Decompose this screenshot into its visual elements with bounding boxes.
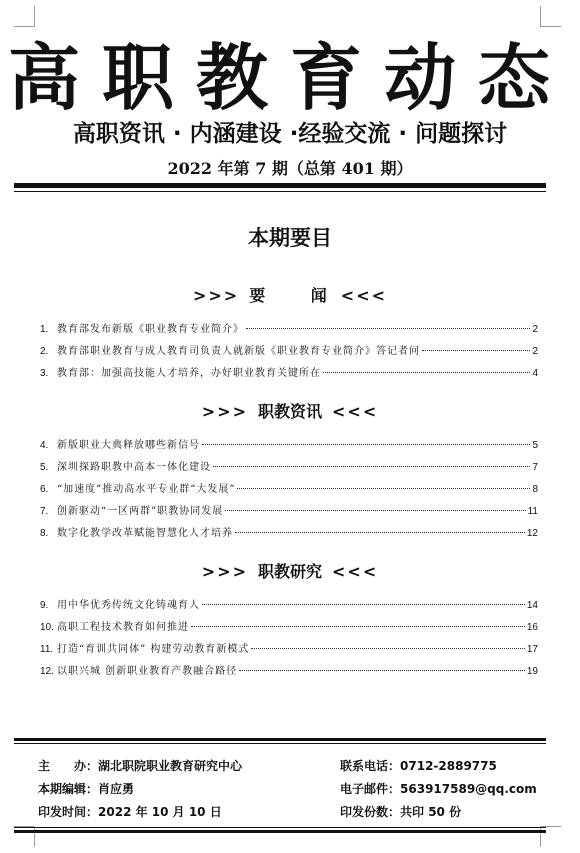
footer-rule-bottom-thin	[14, 827, 546, 828]
toc-item-title: 打造“育训共同体” 构建劳动教育新模式	[57, 644, 250, 655]
section-label: 职教研究	[257, 562, 322, 581]
toc-leader-dots	[202, 443, 530, 445]
header-rule-thick	[14, 183, 546, 188]
toc-item-title: 教育部发布新版《职业教育专业简介》	[57, 324, 244, 335]
toc-item-page: 19	[526, 666, 538, 677]
footer-date-label: 印发时间：	[38, 805, 99, 819]
footer-phone	[340, 757, 497, 775]
toc-leader-dots	[225, 509, 525, 511]
toc-leader-dots	[251, 647, 524, 649]
toc-item[interactable]	[40, 344, 538, 360]
toc-item[interactable]	[40, 526, 538, 542]
footer-copies-label: 印发份数：	[340, 805, 401, 819]
toc-item-number: 5.	[40, 462, 49, 473]
toc-item-page: 14	[526, 600, 538, 611]
footer-phone-value: 0712-2889775	[400, 759, 497, 773]
masthead-title: 高职教育动态	[7, 36, 572, 120]
section-arrows-left: >>>	[201, 402, 248, 421]
footer-sponsor-label: 主 办：	[38, 759, 99, 773]
toc-section-heading	[0, 560, 580, 584]
toc-item-number: 3.	[40, 368, 49, 379]
toc-item-title: 用中华优秀传统文化铸魂育人	[57, 600, 200, 611]
toc-item-page: 11	[527, 506, 538, 517]
crop-mark-top-left	[14, 6, 35, 27]
toc-item-page: 8	[532, 484, 538, 495]
toc-leader-dots	[239, 669, 525, 671]
footer-rule-top-thin	[14, 743, 546, 744]
toc-item-number: 9.	[40, 600, 49, 611]
toc-item-title: 深圳探路职教中高本一体化建设	[57, 462, 211, 473]
toc-item-title: 新版职业大典释放哪些新信号	[57, 440, 200, 451]
issue-number: 2022 年第 7 期（总第 401 期）	[167, 159, 413, 178]
toc-item-number: 6.	[40, 484, 49, 495]
toc-leader-dots	[246, 327, 530, 329]
toc-item-page: 2	[532, 324, 538, 335]
toc-leader-dots	[213, 465, 530, 467]
toc-item-number: 8.	[40, 528, 49, 539]
toc-item-page: 12	[526, 528, 538, 539]
toc-leader-dots	[235, 531, 525, 533]
toc-item[interactable]	[40, 482, 538, 498]
section-label: 要 闻	[249, 286, 347, 305]
footer-editor-label: 本期编辑：	[38, 782, 99, 796]
toc-item[interactable]	[40, 598, 538, 614]
toc-item-title: 教育部职业教育与成人教育司负责人就新版《职业教育专业简介》答记者问	[57, 346, 420, 357]
toc-item[interactable]	[40, 664, 538, 680]
footer-date-value: 2022 年 10 月 10 日	[98, 805, 222, 819]
footer-sponsor	[38, 757, 242, 775]
toc-item-number: 10.	[40, 622, 54, 633]
footer-editor	[38, 780, 134, 798]
toc-item-number: 7.	[40, 506, 49, 517]
section-arrows-right: <<<	[340, 286, 387, 305]
toc-item-number: 12.	[40, 666, 54, 677]
footer-phone-label: 联系电话：	[340, 759, 401, 773]
toc-item-page: 5	[532, 440, 538, 451]
toc-section-heading	[0, 400, 580, 424]
toc-leader-dots	[323, 371, 530, 373]
toc-item-page: 16	[526, 622, 538, 633]
toc-item-page: 7	[532, 462, 538, 473]
toc-item[interactable]	[40, 642, 538, 658]
toc-item-title: 数字化教学改革赋能智慧化人才培养	[57, 528, 233, 539]
section-arrows-right: <<<	[332, 562, 379, 581]
toc-item-title: 教育部：加强高技能人才培养，办好职业教育关键所在	[57, 368, 321, 379]
footer-rule-bottom	[14, 830, 546, 833]
toc-item[interactable]	[40, 322, 538, 338]
toc-leader-dots	[237, 487, 530, 489]
toc-item-page: 17	[526, 644, 538, 655]
toc-item-number: 1.	[40, 324, 49, 335]
footer-copies-value: 共印 50 份	[400, 805, 462, 819]
toc-item-page: 4	[532, 368, 538, 379]
toc-item-number: 11.	[40, 644, 54, 655]
crop-mark-top-right	[540, 6, 561, 27]
header-rule-thin	[14, 191, 546, 192]
toc-item-title: 以职兴城 创新职业教育产教融合路径	[57, 666, 238, 677]
masthead-tagline: 高职资讯 · 内涵建设 ·经验交流 · 问题探讨	[72, 121, 508, 147]
footer-copies	[340, 803, 461, 821]
footer-email-label: 电子邮件：	[340, 782, 401, 796]
footer-email	[340, 780, 537, 798]
toc-item[interactable]	[40, 460, 538, 476]
toc-item[interactable]	[40, 620, 538, 636]
section-arrows-right: <<<	[332, 402, 379, 421]
footer-email-value[interactable]: 563917589@qq.com	[400, 782, 537, 796]
toc-item[interactable]	[40, 438, 538, 454]
toc-title: 本期要目	[248, 226, 332, 250]
toc-item-title: “加速度”推动高水平专业群“大发展”	[57, 484, 236, 495]
footer-rule-top	[14, 738, 546, 741]
toc-item-page: 2	[532, 346, 538, 357]
toc-item[interactable]	[40, 504, 538, 520]
toc-item-title: 高职工程技术教育如何推进	[57, 622, 189, 633]
section-arrows-left: >>>	[192, 286, 240, 305]
toc-section-heading	[0, 284, 580, 308]
toc-item-number: 4.	[40, 440, 49, 451]
toc-item-title: 创新驱动“一区两群”职教协同发展	[57, 506, 224, 517]
footer-date	[38, 803, 222, 821]
section-arrows-left: >>>	[201, 562, 248, 581]
footer-editor-value: 肖应勇	[98, 782, 135, 796]
footer-sponsor-value: 湖北职院职业教育研究中心	[98, 759, 243, 773]
toc-item[interactable]	[40, 366, 538, 382]
toc-leader-dots	[202, 603, 525, 605]
section-label: 职教资讯	[257, 402, 322, 421]
toc-item-number: 2.	[40, 346, 49, 357]
toc-leader-dots	[191, 625, 525, 627]
toc-leader-dots	[422, 349, 530, 351]
